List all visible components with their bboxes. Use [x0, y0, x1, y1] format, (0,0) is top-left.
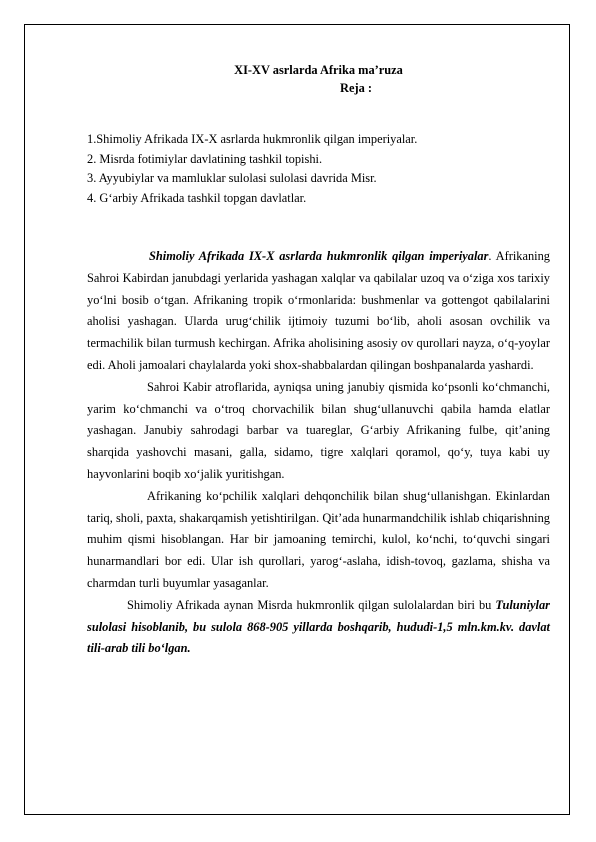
heading-period: . — [488, 249, 492, 263]
paragraph-4-bold: Tuluniylar sulolasi hisoblanib, bu sulola 868-905 yillarda boshqarib, hududi-1,5 mln.km.kv. davlat tili-arab tili bo‘lgan. — [87, 597, 550, 656]
plan-list — [87, 130, 550, 208]
plan-item-4: 4. G‘arbiy Afrikada tashkil topgan davlatlar. — [87, 190, 307, 205]
plan-item-3: 3. Ayyubiylar va mamluklar sulolasi sulolasi davrida Misr. — [87, 171, 377, 185]
paragraph-3: Afrikaning ko‘pchilik xalqlari dehqonchilik bilan shug‘ullanishgan. Ekinlardan tariq, sholi, paxta, shakarqamish yetishtirilgan. Qit’ada hunarmandchilik ishlab chiqarishning muhim qismi hisoblangan. Har bir jamoaning temirchi, kulol, ko‘nchi, to‘quvchi singari hunarmandlari bor edi. Ular ish qurollari, yarog‘-aslaha, idish-tovoq, gazlama, shisha va charmdan turli buyumlar yasaganlar. — [87, 488, 550, 590]
plan-item-1: 1.Shimoliy Afrikada IX-X asrlarda hukmronlik qilgan imperiyalar. — [87, 132, 418, 146]
plan-heading: Reja : — [340, 81, 372, 95]
paragraph-2: Sahroi Kabir atroflarida, ayniqsa uning janubiy qismida ko‘psonli ko‘chmanchi, yarim ko‘chmanchi va o‘troq chorvachilik bilan shug‘ullanuvchi qabila hamda elatlar yashagan. Janubiy sahrodagi barbar va tuareglar, G‘arbiy Afrikaning fulbe, qit’aning sharqida yashovchi masani, galla, sidamo, tigre xalqlari qoramol, qo‘y, tuya kabi uy hayvonlarini boqib xo‘jalik yuritishgan. — [87, 379, 550, 481]
paragraph-1 — [87, 246, 550, 377]
section-heading: Shimoliy Afrikada IX-X asrlarda hukmronlik qilgan imperiyalar — [149, 249, 489, 263]
plan-item-2: 2. Misrda fotimiylar davlatining tashkil topishi. — [87, 151, 323, 166]
document-title: XI-XV asrlarda Afrika ma’ruza — [234, 63, 403, 77]
paragraph-1-text: Afrikaning Sahroi Kabirdan janubdagi yerlarida yashagan xalqlar va qabilalar uzoq va o‘ziga xos tarixiy yo‘lni bosib o‘tgan. Afrikaning tropik o‘rmonlarida: bushmenlar va gottengot qabilalarini aholisi yashagan. Ularda urug‘chilik ijtimoiy tuzumi bo‘lib, aholi asosan ovchilik va termachilik bilan turmush kechirgan. Afrika aholisining asosiy ov qurollari nayza, o‘q-yoylar edi. Aholi jamoalari chaylalarda yoki shox-shabbalardan qilingan boshpanalarda yashardi. — [87, 249, 550, 372]
paragraph-4 — [87, 595, 550, 660]
paragraph-4-text: Shimoliy Afrikada aynan Misrda hukmronlik qilgan sulolalardan biri bu — [127, 597, 496, 612]
body-text — [87, 246, 550, 660]
